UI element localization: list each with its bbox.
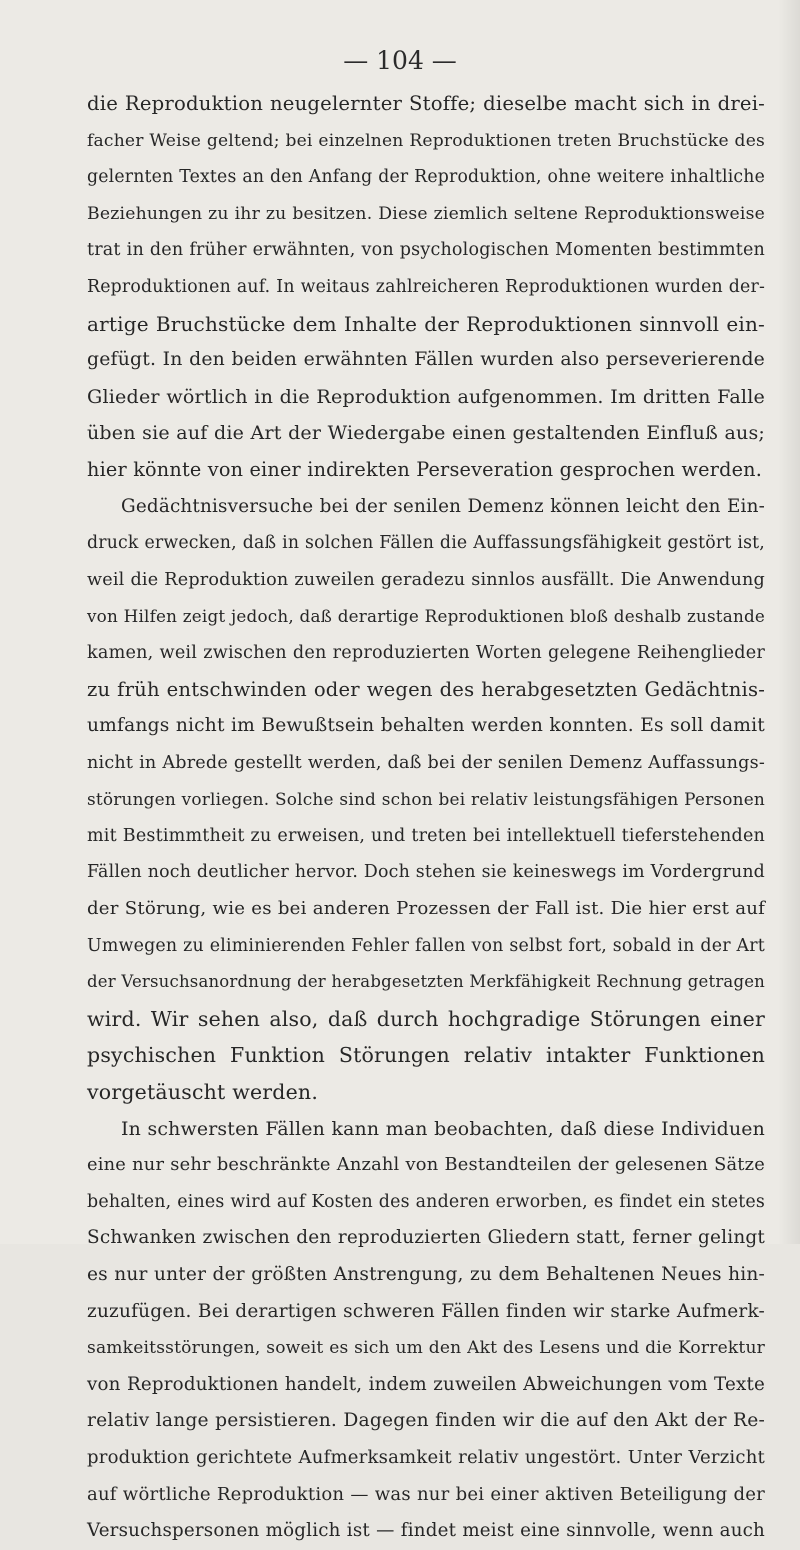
text-line: relativ lange persistieren. Dagegen finden wir die auf den Akt der Re- <box>87 1410 765 1432</box>
text-line: artige Bruchstücke dem Inhalte der Reproduktionen sinnvoll ein- <box>87 311 765 336</box>
text-line: von Hilfen zeigt jedoch, daß derartige Reproduktionen bloß deshalb zustande <box>87 606 765 627</box>
text-line: die Reproduktion neugelernter Stoffe; dieselbe macht sich in drei- <box>87 92 765 115</box>
text-line: der Versuchsanordnung der herabgesetzten Merkfähigkeit Rechnung getragen <box>87 972 765 992</box>
text-line: störungen vorliegen. Solche sind schon bei relativ leistungsfähigen Personen <box>87 789 765 810</box>
text-line: der Störung, wie es bei anderen Prozessen der Fall ist. Die hier erst auf <box>87 898 765 920</box>
text-line: trat in den früher erwähnten, von psychologischen Momenten bestimmten <box>87 240 765 261</box>
text-line: auf wörtliche Reproduktion — was nur bei einer aktiven Beteiligung der <box>87 1483 765 1505</box>
text-line: es nur unter der größten Anstrengung, zu dem Behaltenen Neues hin- <box>87 1264 765 1285</box>
text-line: facher Weise geltend; bei einzelnen Reproduktionen treten Bruchstücke des <box>87 130 765 151</box>
text-line: samkeitsstörungen, soweit es sich um den Akt des Lesens und die Korrektur <box>87 1338 765 1359</box>
text-line: Versuchspersonen möglich ist — findet meist eine sinnvolle, wenn auch <box>87 1520 765 1542</box>
text-line: produktion gerichtete Aufmerksamkeit relativ ungestört. Unter Verzicht <box>87 1446 765 1468</box>
text-line: umfangs nicht im Bewußtsein behalten werden konnten. Es soll damit <box>87 715 765 737</box>
text-line: mit Bestimmtheit zu erweisen, und treten bei intellektuell tieferstehenden <box>87 825 765 846</box>
text-line: gefügt. In den beiden erwähnten Fällen wurden also perseverierende <box>87 349 765 371</box>
page-edge-shadow <box>778 0 800 1244</box>
text-line: üben sie auf die Art der Wiedergabe einen gestaltenden Einfluß aus; <box>87 422 765 445</box>
text-line: Glieder wörtlich in die Reproduktion aufgenommen. Im dritten Falle <box>87 385 765 408</box>
text-line: zuzufügen. Bei derartigen schweren Fällen finden wir starke Aufmerk- <box>87 1300 765 1322</box>
text-line: Schwanken zwischen den reproduzierten Gliedern statt, ferner gelingt <box>87 1227 765 1249</box>
text-line: vorgetäuscht werden. <box>87 1080 319 1105</box>
text-line: weil die Reproduktion zuweilen geradezu sinnlos ausfällt. Die Anwendung <box>87 569 765 590</box>
page-number: — 104 — <box>343 46 457 75</box>
text-line: eine nur sehr beschränkte Anzahl von Bestandteilen der gelesenen Sätze <box>87 1154 765 1176</box>
text-line: von Reproduktionen handelt, indem zuweilen Abweichungen vom Texte <box>87 1373 765 1395</box>
text-line: Umwegen zu eliminierenden Fehler fallen von selbst fort, sobald in der Art <box>87 935 765 956</box>
body-text <box>87 86 765 1550</box>
text-line: Gedächtnisversuche bei der senilen Demenz können leicht den Ein- <box>121 495 765 517</box>
text-line: hier könnte von einer indirekten Perseveration gesprochen werden. <box>87 457 763 481</box>
text-line: psychischen Funktion Störungen relativ intakter Funktionen <box>87 1043 765 1068</box>
text-line: behalten, eines wird auf Kosten des anderen erworben, es findet ein stetes <box>87 1191 765 1212</box>
text-line: Reproduktionen auf. In weitaus zahlreicheren Reproduktionen wurden der- <box>87 276 765 297</box>
text-line: kamen, weil zwischen den reproduzierten Worten gelegene Reihenglieder <box>87 642 765 663</box>
text-line: nicht in Abrede gestellt werden, daß bei der senilen Demenz Auffassungs- <box>87 752 765 773</box>
text-line: gelernten Textes an den Anfang der Reproduktion, ohne weitere inhaltliche <box>87 167 765 188</box>
text-line: zu früh entschwinden oder wegen des herabgesetzten Gedächtnis- <box>87 677 765 701</box>
text-line: In schwersten Fällen kann man beobachten, daß diese Individuen <box>121 1117 765 1140</box>
text-line: wird. Wir sehen also, daß durch hochgradige Störungen einer <box>87 1006 765 1031</box>
text-line: Beziehungen zu ihr zu besitzen. Diese ziemlich seltene Reproduktionsweise <box>87 203 765 224</box>
text-line: Fällen noch deutlicher hervor. Doch stehen sie keineswegs im Vordergrund <box>87 862 765 883</box>
text-line: druck erwecken, daß in solchen Fällen die Auffassungsfähigkeit gestört ist, <box>87 533 765 554</box>
